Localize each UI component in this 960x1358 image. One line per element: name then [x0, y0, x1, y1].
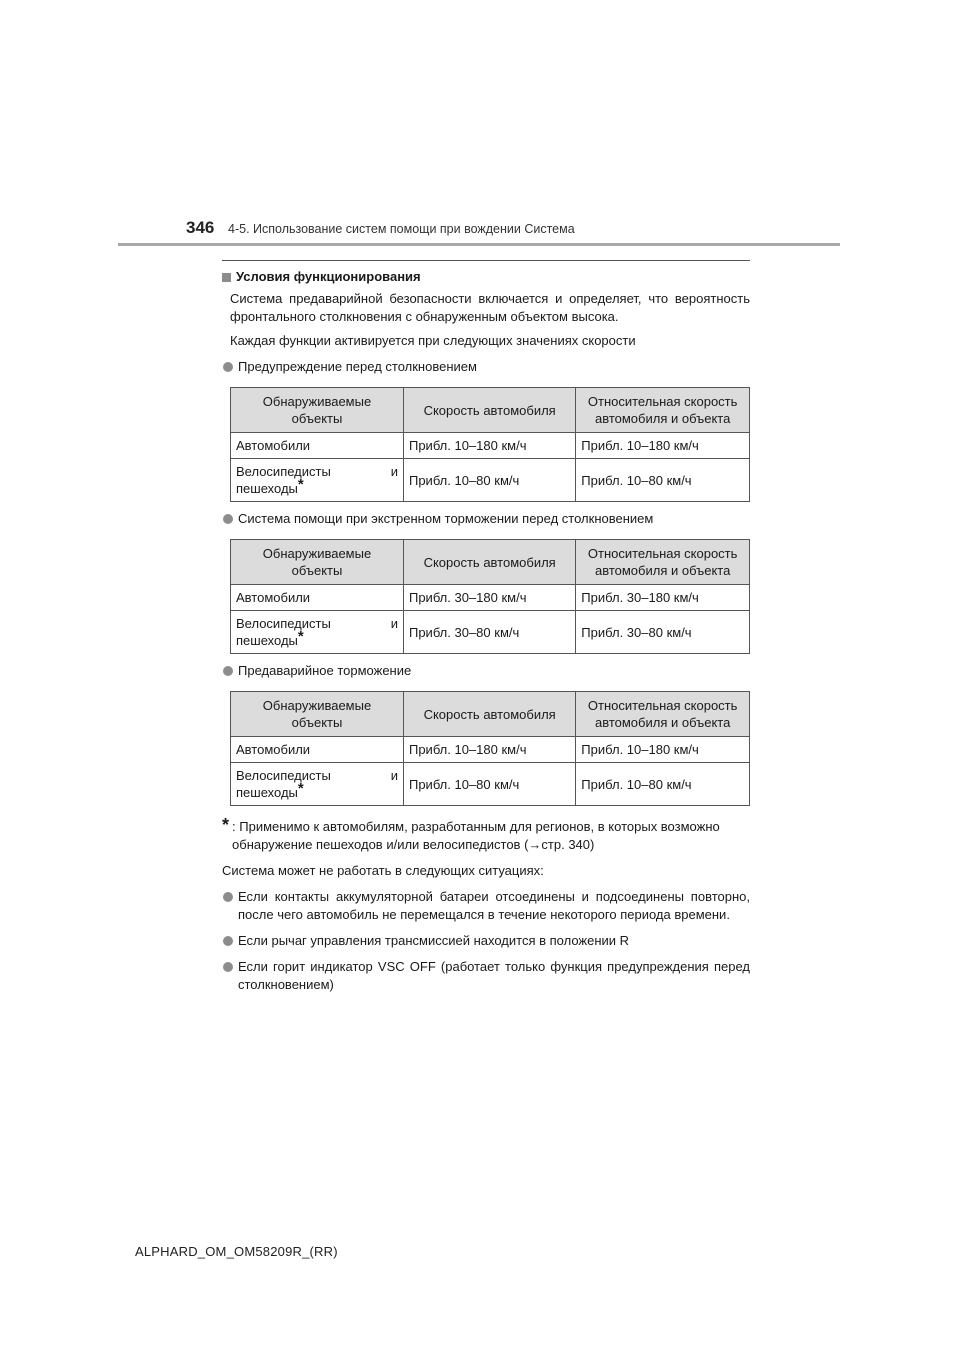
- cell-object: Автомобили: [231, 433, 404, 459]
- circle-bullet-icon: [223, 666, 233, 676]
- table-1-label: Предупреждение перед столкновением: [222, 358, 750, 376]
- circle-bullet-icon: [223, 514, 233, 524]
- cell-relative: Прибл. 10–80 км/ч: [576, 763, 750, 806]
- header-vehicle-speed: Скорость автомобиля: [403, 692, 575, 737]
- speed-table-brake-assist: [230, 539, 750, 654]
- cell-speed: Прибл. 10–180 км/ч: [403, 737, 575, 763]
- header-vehicle-speed: Скорость автомобиля: [403, 388, 575, 433]
- cell-speed: Прибл. 30–180 км/ч: [403, 585, 575, 611]
- cell-object: Автомобили: [231, 737, 404, 763]
- table-row: [231, 585, 750, 611]
- circle-bullet-icon: [223, 936, 233, 946]
- header-objects: Обнаруживаемые объекты: [231, 692, 404, 737]
- speed-intro-paragraph: Каждая функции активируется при следующих значениях скорости: [230, 333, 636, 348]
- arrow-icon: →: [528, 837, 542, 852]
- cell-object: Велосипедисты и пешеходы*: [231, 459, 404, 502]
- cell-relative: Прибл. 10–180 км/ч: [576, 433, 750, 459]
- situations-intro: Система может не работать в следующих ситуациях:: [222, 863, 544, 878]
- document-code: ALPHARD_OM_OM58209R_(RR): [135, 1244, 338, 1259]
- cell-relative: Прибл. 10–180 км/ч: [576, 737, 750, 763]
- header-vehicle-speed: Скорость автомобиля: [403, 540, 575, 585]
- table-row: [231, 763, 750, 806]
- table-2-label: Система помощи при экстренном торможении перед столкновением: [222, 510, 750, 528]
- cell-object: Велосипедисты и пешеходы*: [231, 611, 404, 654]
- cell-relative: Прибл. 30–80 км/ч: [576, 611, 750, 654]
- table-row: [231, 737, 750, 763]
- page-reference-link[interactable]: стр. 340): [541, 837, 595, 852]
- content-top-divider: [222, 260, 750, 261]
- cell-object: Автомобили: [231, 585, 404, 611]
- circle-bullet-icon: [223, 362, 233, 372]
- cell-relative: Прибл. 10–80 км/ч: [576, 459, 750, 502]
- cell-object: Велосипедисты и пешеходы*: [231, 763, 404, 806]
- header-relative-speed: Относительная скорость автомобиля и объекта: [576, 692, 750, 737]
- asterisk-marker: *: [297, 476, 304, 493]
- footnote-asterisk: *: [222, 815, 230, 835]
- list-item: Если рычаг управления трансмиссией находится в положении R: [222, 932, 750, 950]
- section-title: 4-5. Использование систем помощи при вождении Система: [228, 222, 575, 236]
- section-heading-text: Условия функционирования: [236, 269, 421, 284]
- table-row: [231, 459, 750, 502]
- table-header-row: [231, 388, 750, 433]
- circle-bullet-icon: [223, 962, 233, 972]
- page-header: [0, 0, 960, 250]
- cell-speed: Прибл. 10–80 км/ч: [403, 459, 575, 502]
- speed-table-pre-collision-braking: [230, 691, 750, 806]
- circle-bullet-icon: [223, 892, 233, 902]
- list-item: Если горит индикатор VSC OFF (работает только функция предупреждения перед столкновением): [222, 958, 750, 994]
- main-content: [222, 268, 750, 994]
- square-bullet-icon: [222, 273, 231, 282]
- table-3-label: Предаварийное торможение: [222, 662, 750, 680]
- footnote: [222, 815, 750, 854]
- cell-speed: Прибл. 10–80 км/ч: [403, 763, 575, 806]
- speed-table-warning: [230, 387, 750, 502]
- header-objects: Обнаруживаемые объекты: [231, 388, 404, 433]
- page-number: 346: [186, 218, 215, 237]
- cell-speed: Прибл. 10–180 км/ч: [403, 433, 575, 459]
- table-row: [231, 433, 750, 459]
- asterisk-marker: *: [297, 780, 304, 797]
- header-divider: [118, 243, 840, 246]
- header-relative-speed: Относительная скорость автомобиля и объекта: [576, 388, 750, 433]
- table-row: [231, 611, 750, 654]
- section-heading: [222, 268, 750, 286]
- table-header-row: [231, 540, 750, 585]
- header-objects: Обнаруживаемые объекты: [231, 540, 404, 585]
- intro-paragraph: Система предаварийной безопасности включается и определяет, что вероятность фронтального столкновения с обнаруженным объектом высока.: [230, 291, 750, 324]
- asterisk-marker: *: [297, 628, 304, 645]
- list-item: Если контакты аккумуляторной батареи отсоединены и подсоединены повторно, после чего автомобиль не перемещался в течение некоторого периода времени.: [222, 888, 750, 924]
- table-header-row: [231, 692, 750, 737]
- cell-relative: Прибл. 30–180 км/ч: [576, 585, 750, 611]
- cell-speed: Прибл. 30–80 км/ч: [403, 611, 575, 654]
- header-relative-speed: Относительная скорость автомобиля и объекта: [576, 540, 750, 585]
- footnote-text: : Применимо к автомобилям, разработанным для регионов, в которых возможно обнаружение пешеходов и/или велосипедистов (→стр. 340): [232, 819, 720, 852]
